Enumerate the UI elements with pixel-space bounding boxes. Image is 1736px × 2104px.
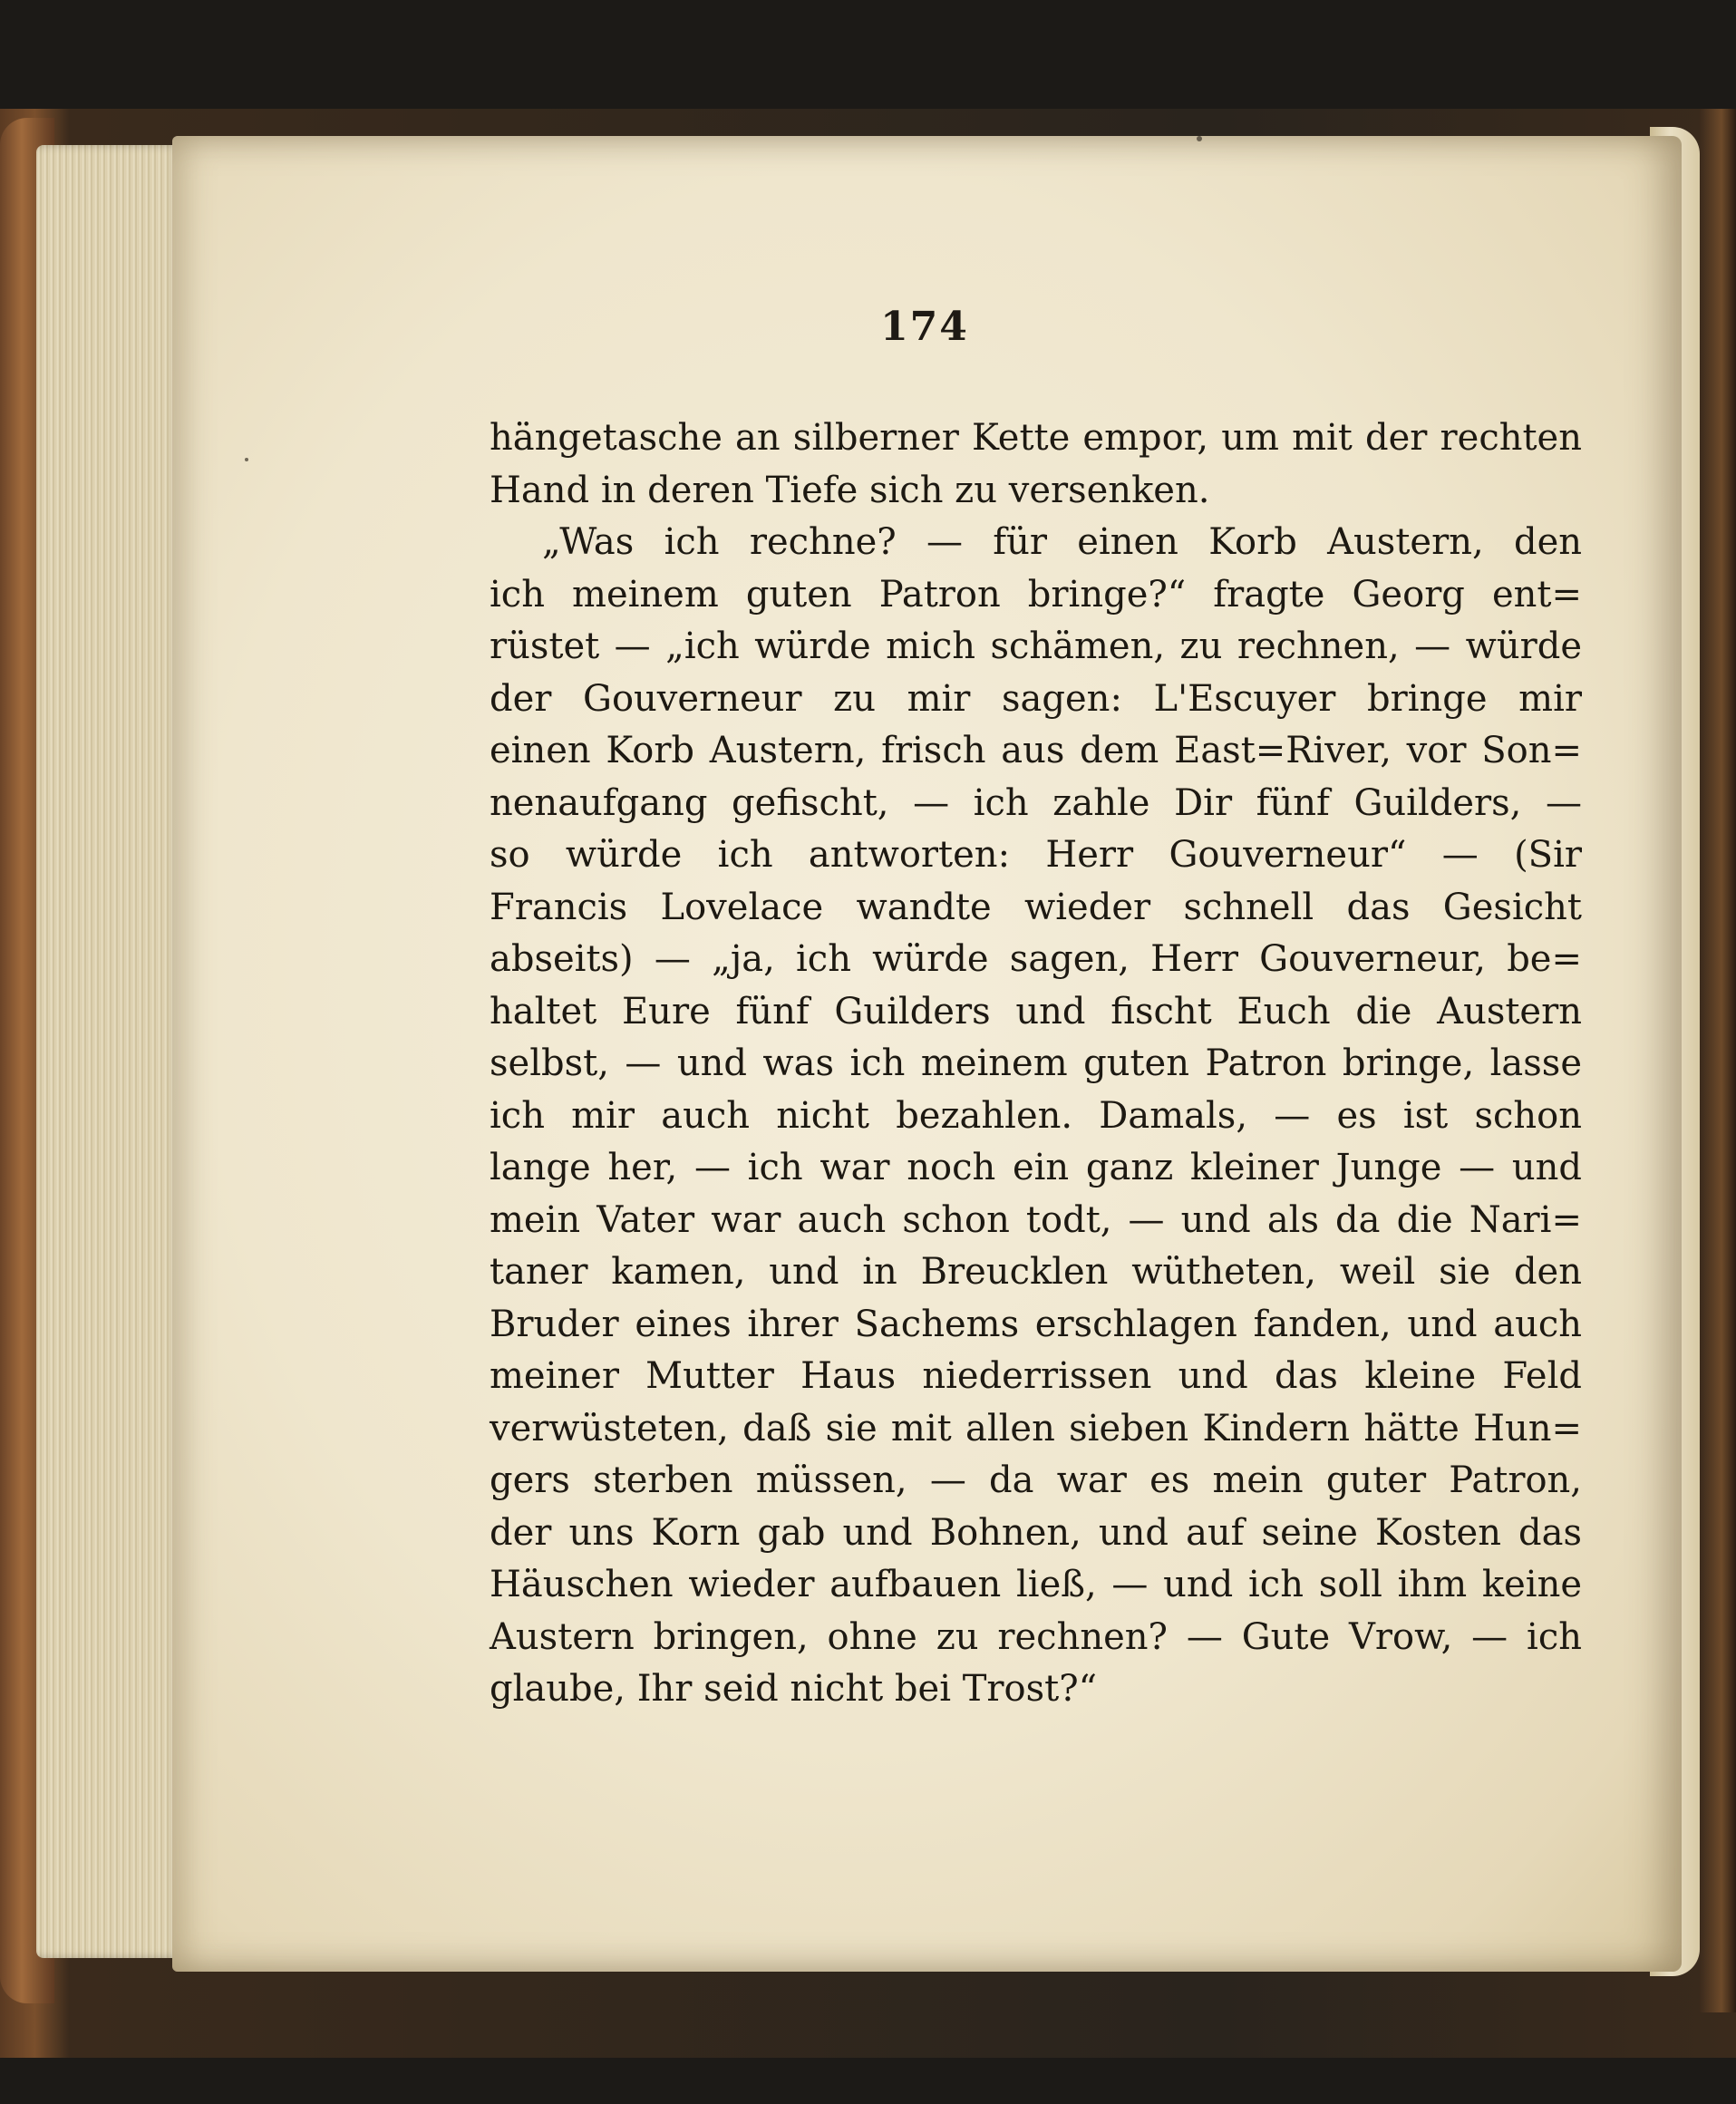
text-line: so würde ich antworten: Herr Gouverneur“ — (Sir — [490, 834, 1582, 876]
text-line: verwüsteten, daß sie mit allen sieben Kindern hätte Hun= — [490, 1407, 1582, 1450]
text-line: ich meinem guten Patron bringe?“ fragte Georg ent= — [490, 573, 1582, 616]
text-line: ich mir auch nicht bezahlen. Damals, — es ist schon — [490, 1094, 1582, 1137]
book-binding-right — [1700, 109, 1736, 2012]
text-line: der Gouverneur zu mir sagen: L'Escuyer bringe mir — [490, 677, 1582, 720]
text-line: hängetasche an silberner Kette empor, um mit der rechten — [490, 417, 1582, 459]
ink-speck — [1197, 136, 1202, 141]
text-line: Francis Lovelace wandte wieder schnell das Gesicht — [490, 886, 1582, 928]
text-line: „Was ich rechne? — für einen Korb Austern, den — [542, 521, 1582, 563]
text-line: einen Korb Austern, frisch aus dem East=River, vor Son= — [490, 730, 1582, 771]
text-line: selbst, — und was ich meinem guten Patron bringe, lasse — [490, 1042, 1582, 1084]
text-line: abseits) — „ja, ich würde sagen, Herr Gouverneur, be= — [490, 938, 1582, 980]
page-text — [490, 412, 1582, 1716]
text-line: taner kamen, und in Breucklen wütheten, weil sie den — [490, 1251, 1582, 1293]
text-line: der uns Korn gab und Bohnen, und auf seine Kosten das — [490, 1511, 1582, 1554]
page-number: 174 — [880, 304, 969, 350]
text-line: Hand in deren Tiefe sich zu versenken. — [490, 469, 1210, 511]
text-line: haltet Eure fünf Guilders und fischt Euch die Austern — [490, 990, 1582, 1033]
ink-speck — [245, 458, 248, 461]
text-line: lange her, — ich war noch ein ganz kleiner Junge — und — [490, 1147, 1582, 1188]
text-line: meiner Mutter Haus niederrissen und das kleine Feld — [490, 1355, 1582, 1397]
text-line: mein Vater war auch schon todt, — und als da die Nari= — [490, 1198, 1582, 1241]
text-line: nenaufgang gefischt, — ich zahle Dir fünf Guilders, — — [490, 781, 1582, 824]
text-line: Austern bringen, ohne zu rechnen? — Gute Vrow, — ich — [490, 1615, 1582, 1658]
text-line: gers sterben müssen, — da war es mein guter Patron, — [490, 1459, 1582, 1501]
text-line: Häuschen wieder aufbauen ließ, — und ich soll ihm keine — [490, 1564, 1582, 1605]
text-line: rüstet — „ich würde mich schämen, zu rechnen, — würde — [490, 625, 1582, 667]
text-line: Bruder eines ihrer Sachems erschlagen fanden, und auch — [490, 1303, 1582, 1345]
page-edges — [36, 145, 181, 1958]
text-line: glaube, Ihr seid nicht bei Trost?“ — [490, 1668, 1098, 1710]
